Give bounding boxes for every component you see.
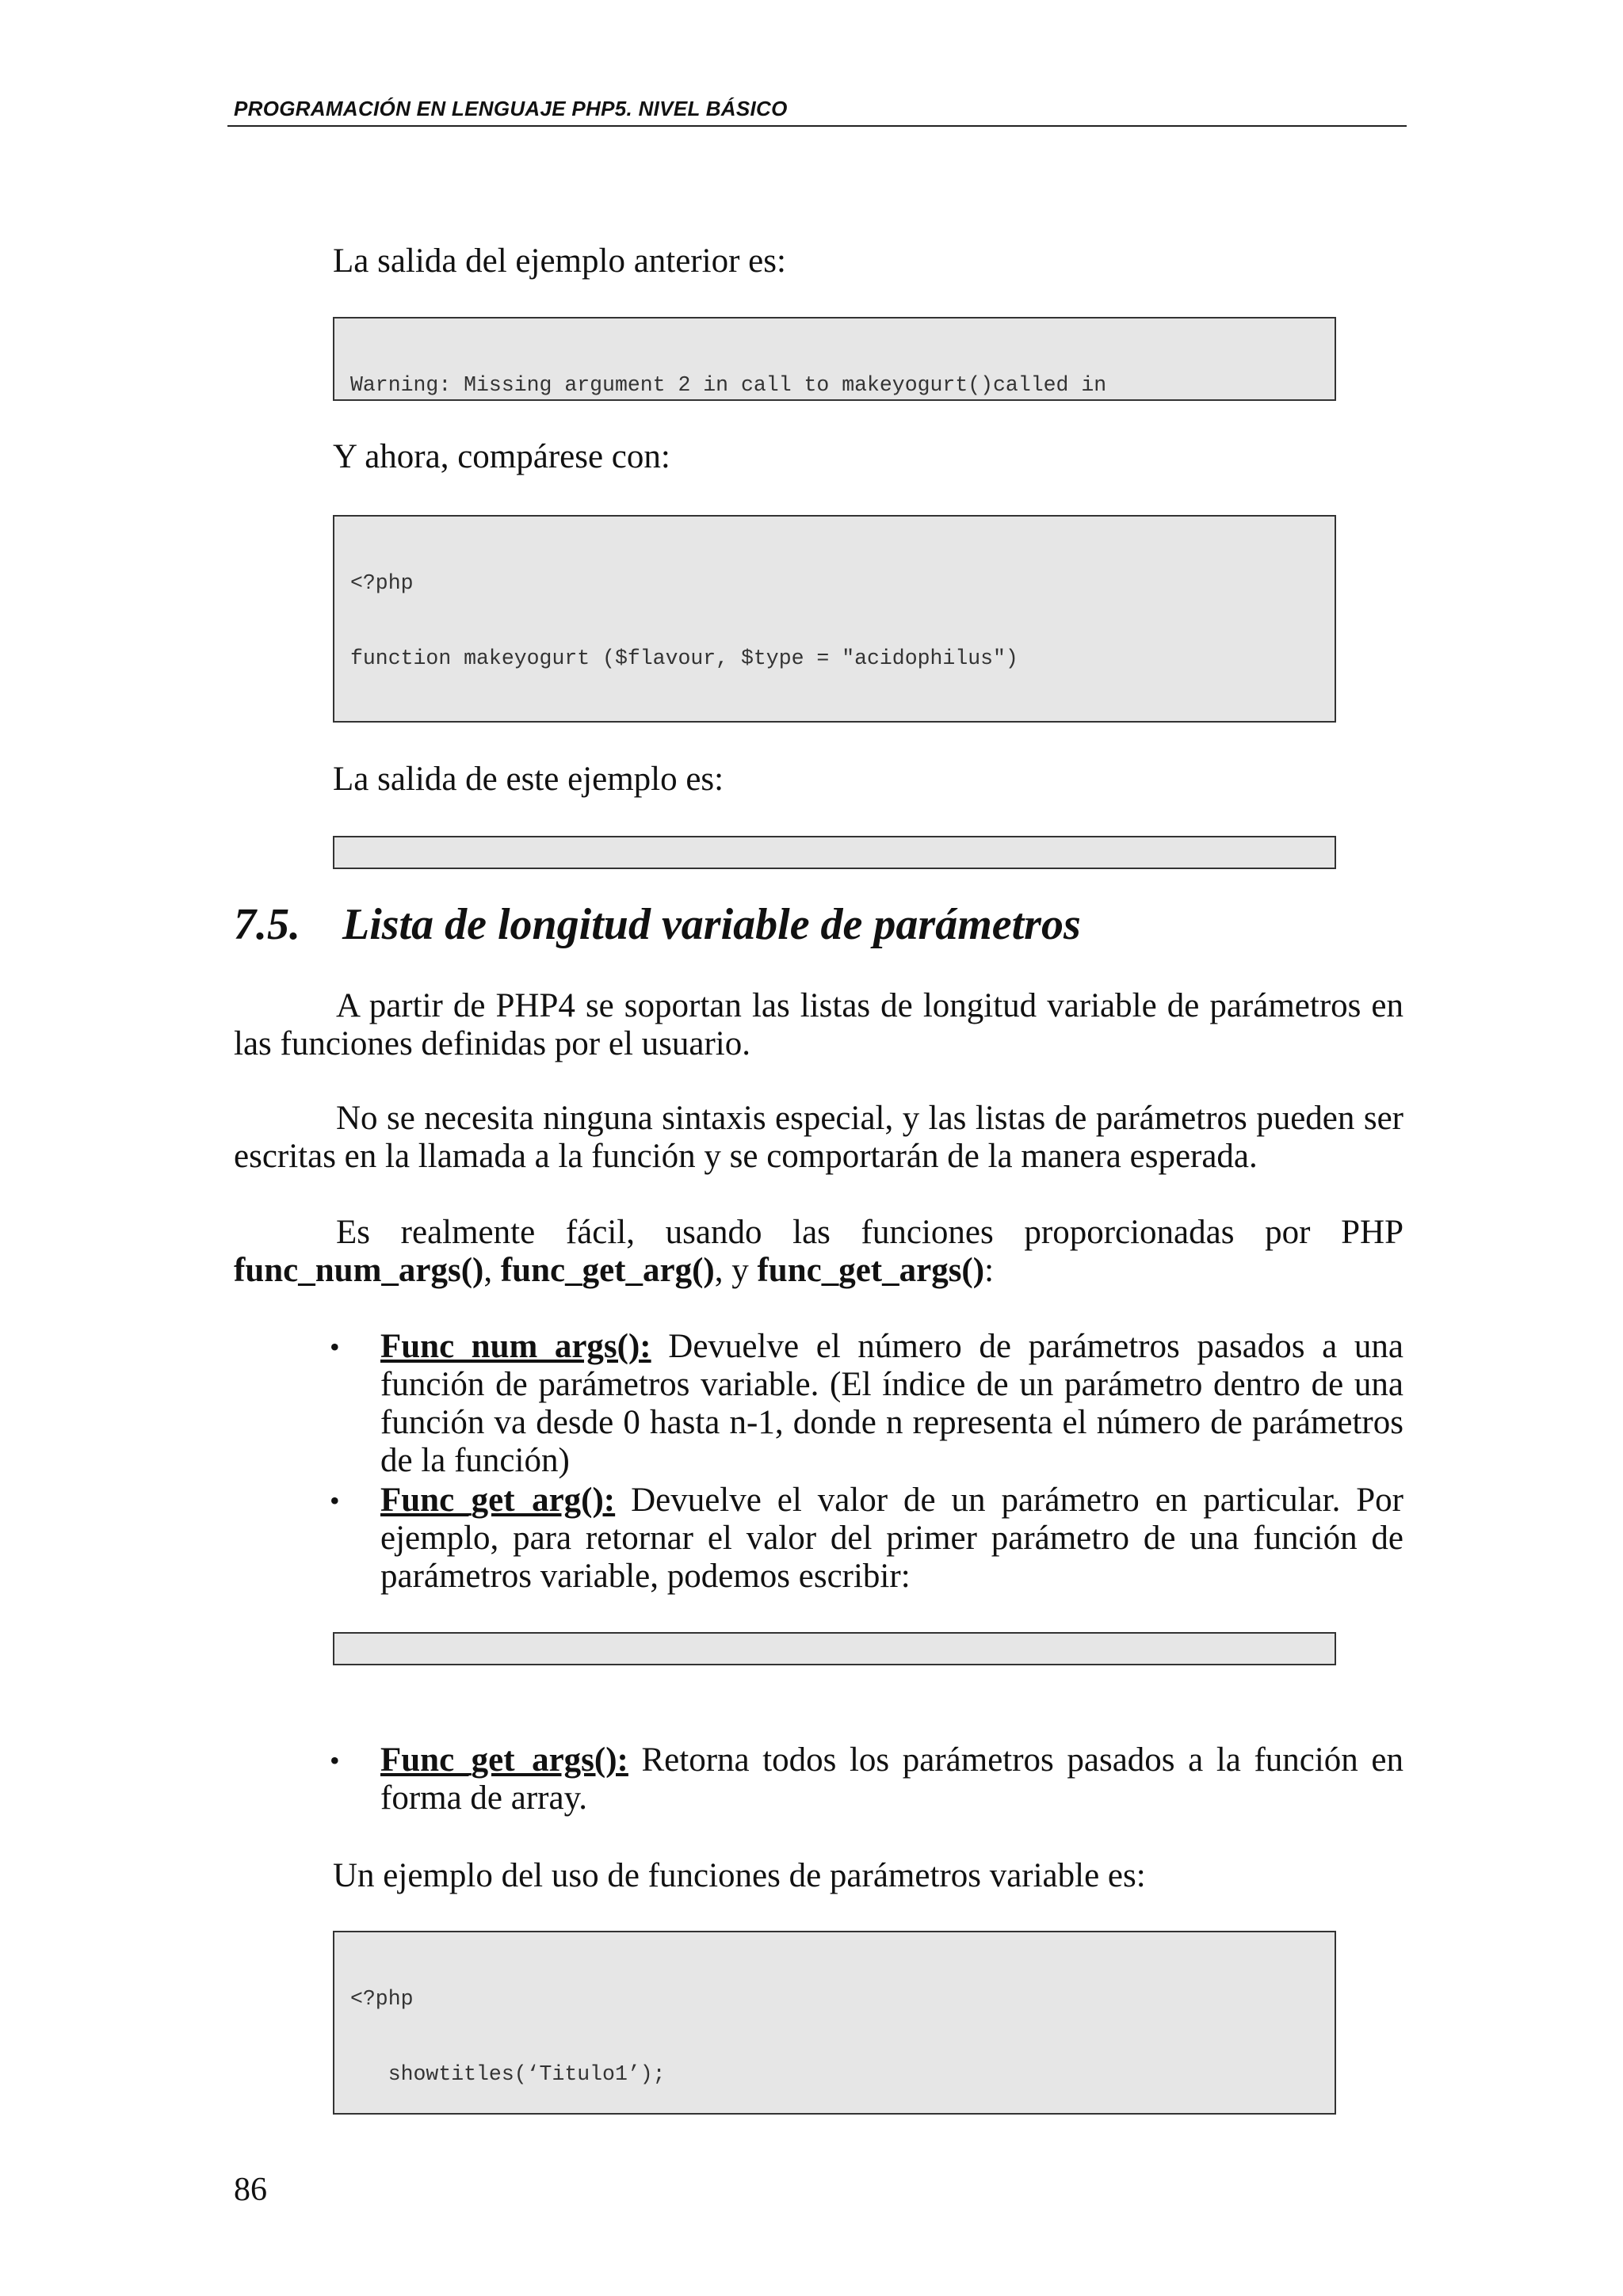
bullet-body — [380, 1328, 1403, 1480]
bullet-text: Retorna todos los parámetros pasados a la función en forma de array. — [380, 1741, 1403, 1817]
bullet-func-num-args — [330, 1328, 1403, 1480]
section-heading — [234, 897, 1081, 952]
bullet-body — [380, 1482, 1403, 1596]
code-block-warning — [333, 317, 1336, 401]
code-line: Warning: Missing argument 2 in call to makeyogurt()called in — [350, 373, 1107, 397]
paragraph-functions-list — [234, 1252, 1403, 1290]
code-line: showtitles(‘Titulo1’); — [350, 2061, 666, 2086]
bullet-icon: • — [330, 1331, 340, 1363]
func-get-arg-name: func_get_arg() — [500, 1252, 715, 1289]
bullet-body — [380, 1741, 1403, 1817]
intro-output-1: La salida del ejemplo anterior es: — [333, 242, 786, 280]
bullet-icon: • — [330, 1485, 340, 1516]
code-line: <?php — [350, 571, 414, 595]
func-num-args-name: func_num_args() — [234, 1252, 484, 1289]
intro-output-2: La salida de este ejemplo es: — [333, 761, 724, 798]
section-title: Lista de longitud variable de parámetros — [342, 900, 1081, 949]
code-block-output — [333, 836, 1336, 869]
bullet-text: Devuelve el valor de un parámetro en particular. Por ejemplo, para retornar el valor del primer parámetro de una función de parámetros variable, podemos escribir: — [380, 1482, 1403, 1595]
code-line — [350, 721, 1319, 723]
code-line: <?php — [350, 1987, 414, 2011]
separator: , — [483, 1252, 501, 1289]
paragraph-functions-lead: Es realmente fácil, usando las funciones proporcionadas por PHP — [336, 1214, 1403, 1251]
code-block-makeyogurt — [333, 515, 1336, 723]
code-block-func-get-arg — [333, 1632, 1336, 1665]
section-number: 7.5. — [234, 900, 300, 949]
paragraph-syntax: No se necesita ninguna sintaxis especial, y las listas de parámetros pueden ser escritas en la llamada a la función y se comportarán de la manera esperada. — [234, 1100, 1403, 1175]
separator: : — [984, 1252, 995, 1289]
func-get-args-name: func_get_args() — [757, 1252, 985, 1289]
bullet-term: Func_num_args(): — [380, 1328, 651, 1365]
intro-compare: Y ahora, compárese con: — [333, 438, 670, 475]
paragraph-functions — [234, 1214, 1403, 1290]
bullet-icon: • — [330, 1745, 340, 1776]
bullet-func-get-args — [330, 1741, 1403, 1817]
code-block-showtitles — [333, 1931, 1336, 2115]
header-rule — [227, 125, 1407, 127]
code-line: function makeyogurt ($flavour, $type = "acidophilus") — [350, 646, 1018, 670]
bullet-text: Devuelve el número de parámetros pasados a una función de parámetros variable. (El índice de un parámetro dentro de una función va desde 0 hasta n-1, donde n representa el número de parámetros de la función) — [380, 1328, 1404, 1479]
paragraph-php4: A partir de PHP4 se soportan las listas de longitud variable de parámetros en las funciones definidas por el usuario. — [234, 987, 1403, 1062]
separator: , y — [714, 1252, 758, 1289]
bullet-term: Func_get_arg(): — [380, 1482, 616, 1519]
intro-example: Un ejemplo del uso de funciones de parámetros variable es: — [333, 1857, 1146, 1894]
page-number: 86 — [234, 2172, 267, 2208]
bullet-func-get-arg — [330, 1482, 1403, 1596]
running-header: PROGRAMACIÓN EN LENGUAJE PHP5. NIVEL BÁSICO — [234, 97, 788, 120]
bullet-term: Func_get_args(): — [380, 1741, 628, 1779]
